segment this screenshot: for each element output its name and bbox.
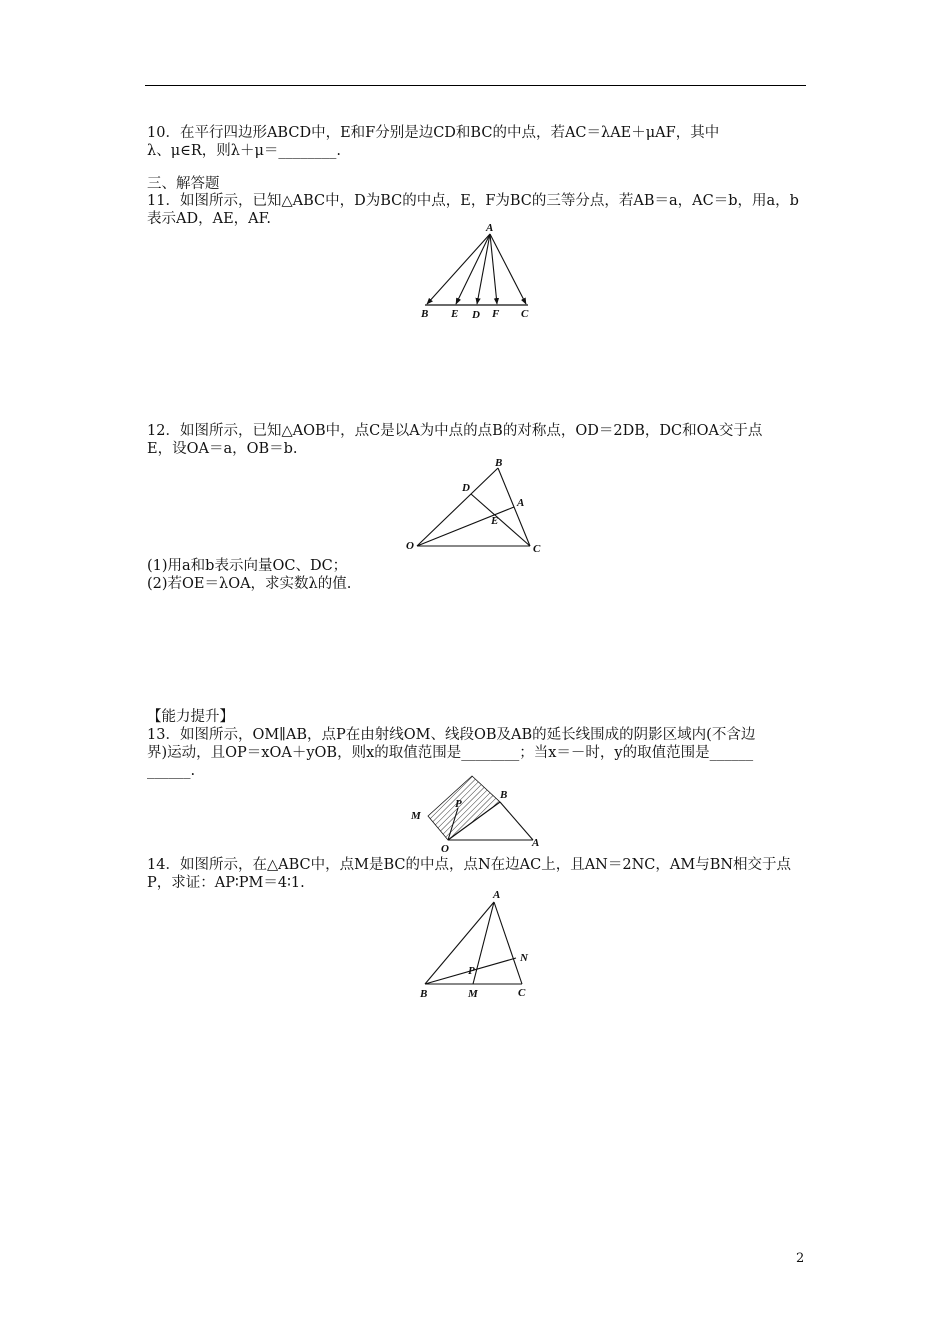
label-p: P: [468, 965, 475, 977]
vector-ad: [477, 234, 490, 304]
vector-ab: [427, 234, 490, 304]
label-a: A: [517, 497, 525, 509]
figure-q14: [415, 884, 540, 1004]
label-a: A: [493, 889, 501, 901]
label-o: O: [406, 540, 414, 552]
q10-line-2: λ、μ∈R，则λ＋μ＝________.: [147, 143, 341, 159]
label-d: D: [462, 482, 470, 494]
label-b: B: [495, 457, 503, 469]
section-heading: 三、解答题: [147, 176, 220, 192]
label-m: M: [411, 810, 421, 822]
label-f: F: [492, 308, 500, 320]
ability-heading: 【能力提升】: [147, 709, 234, 725]
label-m: M: [468, 988, 478, 1000]
label-b: B: [500, 789, 508, 801]
q14-line-1: 14．如图所示，在△ABC中，点M是BC的中点，点N在边AC上，且AN＝2NC，AM与BN相交于点: [147, 857, 792, 873]
vector-ae: [456, 234, 490, 304]
q11-line-2: 表示AD，AE，AF.: [147, 211, 272, 227]
q14-line-2: P，求证：AP∶PM＝4∶1.: [147, 875, 305, 891]
label-n: N: [520, 952, 528, 964]
q12-line-1: 12．如图所示，已知△AOB中，点C是以A为中点的点B的对称点，OD＝2DB，DC和OA交于点: [147, 423, 763, 439]
shaded-region: [428, 776, 500, 840]
q12-line-2: E，设OA＝a，OB＝b.: [147, 441, 298, 457]
header-rule: [145, 85, 806, 86]
q10-line-1: 10．在平行四边形ABCD中，E和F分别是边CD和BC的中点，若AC＝λAE＋μAF，其中: [147, 125, 720, 141]
label-c: C: [533, 543, 541, 555]
segment-ac: [494, 902, 522, 984]
label-o: O: [441, 843, 449, 855]
segment-oa: [417, 507, 514, 546]
label-e: E: [451, 308, 459, 320]
q11-line-1: 11．如图所示，已知△ABC中，D为BC的中点，E，F为BC的三等分点，若AB＝a，AC＝b，用a，b: [147, 193, 799, 209]
q13-line-2: 界)运动，且OP＝xOA＋yOB，则x的取值范围是________；当x＝－时，y的取值范围是______: [147, 745, 754, 761]
figure-q12: [403, 454, 553, 559]
q13-line-1: 13．如图所示，OM∥AB，点P在由射线OM、线段OB及AB的延长线围成的阴影区域内(不含边: [147, 727, 756, 743]
segment-ba: [500, 802, 533, 840]
q13-line-3: ______.: [147, 763, 196, 779]
label-e: E: [491, 515, 499, 527]
label-p: P: [455, 798, 462, 810]
label-b: B: [421, 308, 429, 320]
figure-q13: [405, 770, 555, 855]
figure-q11: [415, 222, 540, 322]
q12-sub-2: (2)若OE＝λOA，求实数λ的值.: [147, 576, 352, 592]
label-d: D: [472, 309, 480, 321]
label-c: C: [518, 987, 526, 999]
q12-sub-1: (1)用a和b表示向量OC、DC；: [147, 558, 348, 574]
label-b: B: [420, 988, 428, 1000]
page-number: 2: [796, 1251, 805, 1266]
label-a: A: [532, 837, 540, 849]
label-a: A: [486, 222, 494, 234]
label-c: C: [521, 308, 529, 320]
